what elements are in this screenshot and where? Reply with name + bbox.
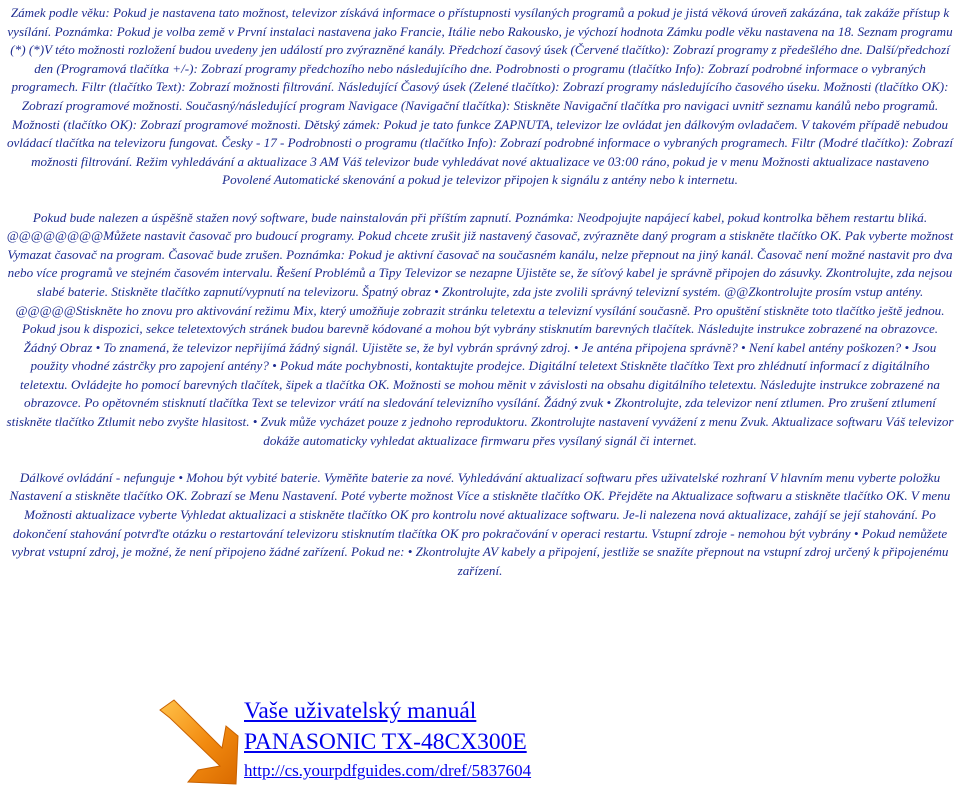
arrow-icon-graphic [152, 696, 242, 788]
paragraph-gap [6, 450, 954, 469]
model-link[interactable]: PANASONIC TX-48CX300E [244, 729, 527, 755]
arrow-icon [152, 696, 242, 788]
url-link[interactable]: http://cs.yourpdfguides.com/dref/5837604 [244, 761, 532, 780]
manual-link[interactable]: Vaše uživatelský manuál [244, 698, 477, 724]
document-body [6, 4, 954, 580]
footer-links [244, 696, 531, 783]
paragraph-remote-and-sources: Dálkové ovládání - nefunguje • Mohou být vybité baterie. Vyměňte baterie za nové. Vyhledávání aktualizací softwaru přes uživatelské rozhraní V hlavním menu vyberte položku Nastavení a stiskněte tlačítko OK. Zobrazí se Menu Nastavení. Poté vyberte možnost Více a stiskněte tlačítko OK. Přejděte na Aktualizace softwaru a stiskněte tlačítko OK. V menu Možnosti aktualizace vyberte Vyhledat aktualizaci a stiskněte tlačítko OK pro kontrolu nové aktualizace softwaru. Je-li nalezena nová aktualizace, zahájí se její stahování. Po dokončení stahování potvrďte otázku o restartování televizoru stisknutím tlačítka OK pro pokračování v operaci restartu. Vstupní zdroje - nemohou být vybrány • Pokud nemůžete vybrat vstupní zdroj, je možné, že není připojeno žádné zařízení. Pokud ne: • Zkontrolujte AV kabely a připojení, jestliže se snažíte přepnout na vstupní zdroj určený k připojenému zařízení. [9, 469, 951, 578]
paragraph-tv-settings: Zámek podle věku: Pokud je nastavena tato možnost, televizor získává informace o přístupnosti vysílaných programů a pokud je jistá věková úroveň zakázána, tak zakáže přístup k vysílání. Poznámka: Pokud je volba země v První instalaci nastavena jako Francie, Itálie nebo Rakousko, je výchozí hodnota Zámku podle věku nastavena na 18. Seznam programu (*) (*)V této možnosti rozložení budou uvedeny jen událostí pro zvýrazněné kanály. Předchozí časový úsek (Červené tlačítko): Zobrazí programy z předešlého dne. Další/předchozí den (Programová tlačítka +/-): Zobrazí programy předchozího nebo následujícího dne. Podrobnosti o programu (tlačítko Info): Zobrazí podrobné informace o vybraných programech. Filtr (tlačítko Text): Zobrazí možnosti filtrování. Následující Časový úsek (Zelené tlačítko): Zobrazí programy následujícího časového úseku. Možnosti (tlačítko OK): Zobrazí programové možnosti. Současný/následující program Navigace (Navigační tlačítka): Stiskněte Navigační tlačítka pro navigaci uvnitř seznamu kanálů nebo programů. Možnosti (tlačítko OK): Zobrazí programové možnosti. Dětský zámek: Pokud je tato funkce ZAPNUTA, televizor lze ovládat jen dálkovým ovladačem. V takovém případě nebudou ovládací tlačítka na televizoru fungovat. Česky - 17 - Podrobnosti o programu (tlačítko Info): Zobrazí podrobné informace o vybraných programech. Filtr (Modré tlačítko): Zobrazí možnosti filtrování. Režim vyhledávání a aktualizace 3 AM Váš televizor bude vyhledávat nové aktualizace ve 03:00 ráno, pokud je v menu Možnosti aktualizace nastaveno Povolené Automatické skenování a pokud je televizor připojen k signálu z antény nebo k internetu. [6, 5, 954, 188]
paragraph-troubleshooting: Pokud bude nalezen a úspěšně stažen nový software, bude nainstalován při příštím zapnutí. Poznámka: Neodpojujte napájecí kabel, pokud kontrolka během restartu bliká. @@@@@@@@Můžete nastavit časovač pro budoucí programy. Pokud chcete zrušit již nastavený časovač, zvýrazněte daný program a stiskněte tlačítko OK. Pak vyberte možnost Vymazat časovač na program. Časovač bude zrušen. Poznámka: Pokud je aktivní časovač na současném kanálu, nelze přepnout na jiný kanál. Časovač není možné nastavit pro dva nebo více programů ve stejném časovém intervalu. Řešení Problémů a Tipy Televizor se nezapne Ujistěte se, že síťový kabel je správně připojen do zásuvky. Zkontrolujte, zda nejsou slabé baterie. Stiskněte tlačítko zapnutí/vypnutí na televizoru. Špatný obraz • Zkontrolujte, zda jste zvolili správný televizní systém. @@Zkontrolujte prosím vstup antény. @@@@@Stiskněte ho znovu pro aktivování režimu Mix, který umožňuje zobrazit stránku teletextu a televizní vysílání současně. Pro opuštění stiskněte toto tlačítko ještě jednou. Pokud jsou k dispozici, sekce teletextových stránek budou barevně kódované a mohou být vybrány stisknutím barevných tlačítek. Následujte instrukce zobrazené na obrazovce. Žádný Obraz • To znamená, že televizor nepřijímá žádný signál. Ujistěte se, že byl vybrán správný zdroj. • Je anténa připojena správně? • Není kabel antény poškozen? • Jsou použity vhodné zástrčky pro zapojení antény? • Pokud máte pochybnosti, kontaktujte prodejce. Digitální teletext Stiskněte tlačítko Text pro zhlédnutí informací z digitálního teletextu. Ovládejte ho pomocí barevných tlačítek, šipek a tlačítka OK. Možnosti se mohou měnit v závislosti na obsahu digitálního teletextu. Následujte instrukce zobrazené na obrazovce. Po opětovném stisknutí tlačítka Text se televizor vrátí na sledování televizního vysílání. Žádný zvuk • Zkontrolujte, zda televizor není ztlumen. Pro zrušení ztlumení stiskněte tlačítko Ztlumit nebo zvyšte hlasitost. • Zvuk může vycházet pouze z jednoho reproduktoru. Zkontrolujte nastavení vyvážení z menu Zvuk. Aktualizace softwaru Váš televizor dokáže automaticky vyhledat aktualizace firmwaru přes vysílaný signál či internet. [6, 209, 954, 448]
manual-footer [152, 694, 952, 790]
arrow-icon-shape [160, 700, 238, 784]
paragraph-gap [6, 190, 954, 209]
